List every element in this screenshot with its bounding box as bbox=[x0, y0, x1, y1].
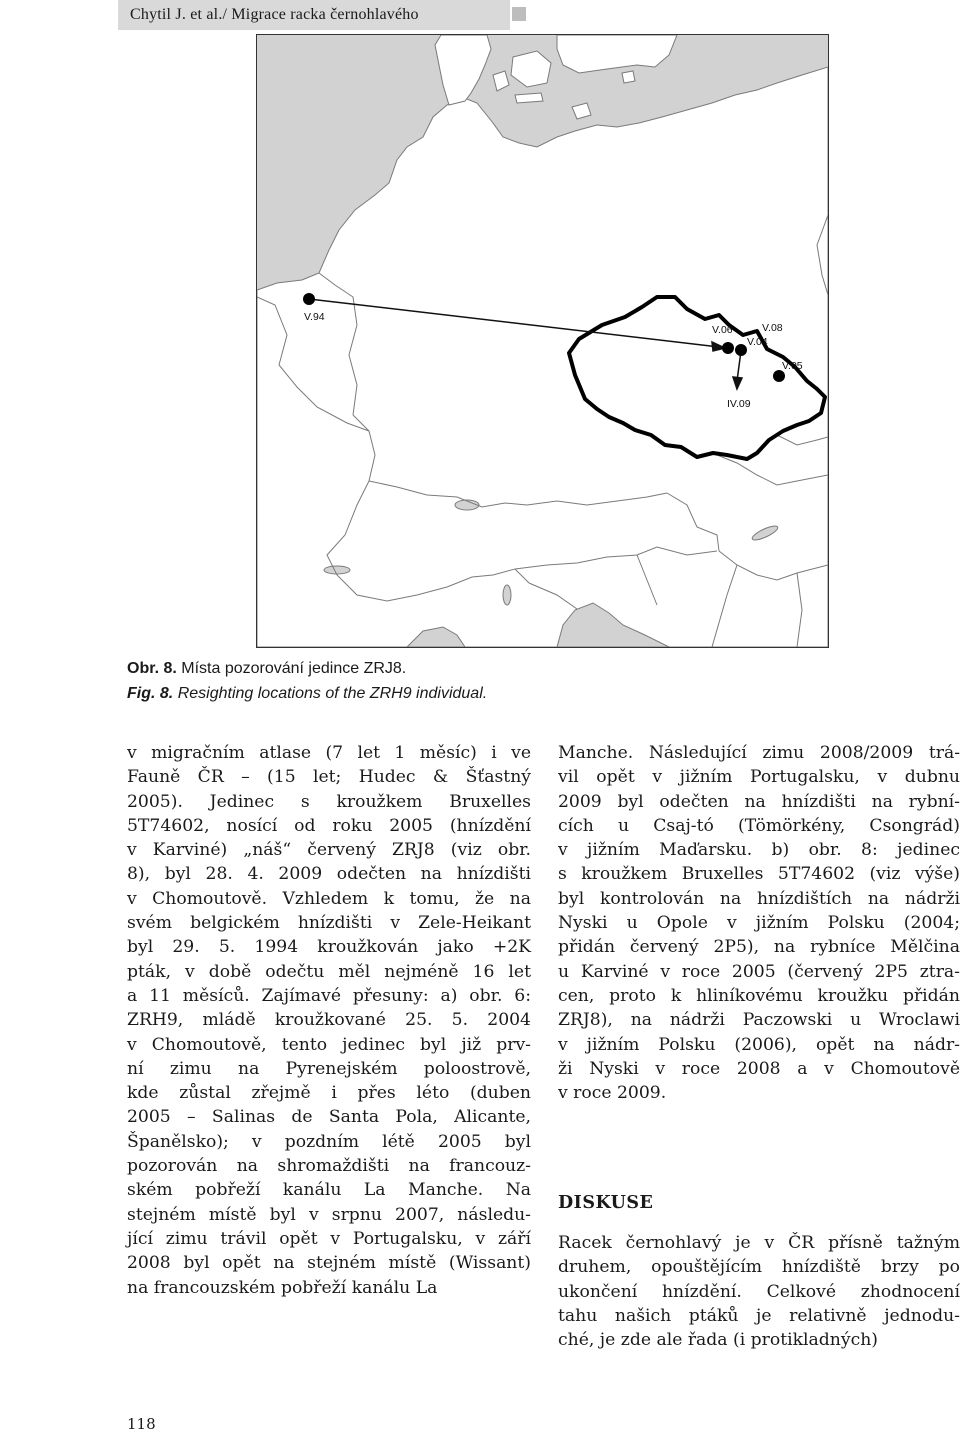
text-line: 2008 byl opět na stejném místě (Wissant) bbox=[127, 1253, 531, 1274]
label-v94: V.94 bbox=[304, 311, 325, 323]
text-line: 8), byl 28. 4. 2009 odečten na hnízdišti bbox=[127, 864, 531, 885]
page-number: 118 bbox=[127, 1415, 156, 1433]
label-iv09: IV.09 bbox=[727, 398, 751, 410]
running-header-title: Chytil J. et al./ Migrace racka černohlavého bbox=[130, 6, 419, 23]
text-line: Manche. Následující zimu 2008/2009 trá- bbox=[558, 743, 960, 763]
body-column-right-diskuse bbox=[558, 1231, 960, 1352]
label-v08: V.08 bbox=[762, 322, 783, 334]
caption-cz-label: Obr. 8. bbox=[127, 660, 177, 677]
text-line: Nyski u Opole v jižním Polsku (2004; bbox=[558, 913, 960, 934]
text-line: přidán červený 2P5), na rybníce Mělčina bbox=[558, 937, 960, 958]
text-line: u Karviné v roce 2005 (červený 2P5 ztra- bbox=[558, 961, 960, 982]
text-line: s kroužkem Bruxelles 5T74602 (viz výše) bbox=[558, 864, 960, 885]
text-line: ském pobřeží kanálu La Manche. Na bbox=[127, 1180, 531, 1201]
text-line: kde zůstal zřejmě i přes léto (duben bbox=[127, 1083, 531, 1104]
text-line: 2005 – Salinas de Santa Pola, Alicante, bbox=[127, 1107, 531, 1128]
island-bornholm bbox=[622, 71, 635, 83]
text-line: 2005). Jedinec s kroužkem Bruxelles bbox=[127, 791, 531, 812]
text-line: pozorován na shromaždišti na francouz- bbox=[127, 1156, 531, 1177]
text-line: byl 29. 5. 1994 kroužkován jako +2K bbox=[127, 937, 531, 958]
text-line: cen, proto k hliníkovému kroužku přidán bbox=[558, 985, 960, 1006]
text-line: cích u Csaj-tó (Tömörkény, Csongrád) bbox=[558, 815, 960, 836]
text-line: a 11 měsíců. Zajímavé přesuny: a) obr. 6: bbox=[127, 985, 531, 1006]
migration-map bbox=[256, 34, 829, 648]
caption-en-label: Fig. 8. bbox=[127, 685, 174, 702]
text-line: svém belgickém hnízdišti v Zele-Heikant bbox=[127, 913, 531, 934]
body-column-left bbox=[127, 741, 531, 1300]
text-line: ukončení hnízdění. Celkové zhodnocení bbox=[558, 1281, 960, 1302]
text-line: 2009 byl odečten na hnízdišti na rybní- bbox=[558, 791, 960, 812]
text-line: ZRH9, mládě kroužkované 25. 5. 2004 bbox=[127, 1010, 531, 1031]
text-line: v roce 2009. bbox=[558, 1083, 667, 1104]
lake-garda bbox=[503, 585, 511, 605]
text-line: Španělsko); v pozdním létě 2005 byl bbox=[127, 1131, 531, 1152]
text-line: stejném místě byl v srpnu 2007, následu- bbox=[127, 1204, 531, 1225]
lake-geneva bbox=[324, 566, 350, 574]
text-line: druhem, opouštějícím hnízdiště brzy po bbox=[558, 1257, 960, 1278]
point-v06 bbox=[722, 342, 734, 354]
label-v05: V.05 bbox=[782, 360, 803, 372]
text-line: v jižním Polsku (2006), opět na nádr- bbox=[558, 1034, 960, 1055]
caption-en-text: Resighting locations of the ZRH9 individual. bbox=[177, 685, 488, 702]
text-line: jící zimu trávil opět v Portugalsku, v září bbox=[127, 1228, 531, 1249]
text-line: pták, v době odečtu měl nejméně 16 let bbox=[127, 961, 531, 982]
island-lolland bbox=[515, 93, 543, 103]
text-line: byl kontrolován na hnízdištích na nádrži bbox=[558, 888, 960, 909]
point-v94 bbox=[303, 293, 315, 305]
text-line: v Chomoutově, tento jedinec byl již prv- bbox=[127, 1034, 531, 1055]
text-line: v Chomoutově. Vzhledem k tomu, že na bbox=[127, 888, 531, 909]
figure-caption-en bbox=[127, 685, 487, 703]
text-line: ché, je zde ale řada (i protikladných) bbox=[558, 1330, 878, 1351]
text-line: v jižním Maďarsku. b) obr. 8: jedinec bbox=[558, 840, 960, 861]
text-line: na francouzském pobřeží kanálu La bbox=[127, 1277, 438, 1298]
text-line: 5T74602, nosící od roku 2005 (hnízdění bbox=[127, 815, 531, 836]
point-v04 bbox=[735, 344, 747, 356]
label-v06: V.06 bbox=[712, 324, 733, 336]
text-line: ní zimu na Pyrenejském poloostrově, bbox=[127, 1058, 531, 1079]
text-line: v migračním atlase (7 let 1 měsíc) i ve bbox=[127, 743, 531, 763]
text-line: ži Nyski v roce 2008 a v Chomoutově bbox=[558, 1058, 960, 1079]
text-line: vil opět v jižním Portugalsku, v dubnu bbox=[558, 767, 960, 788]
text-line: ZRJ8), na nádrži Paczowski u Wroclawi bbox=[558, 1010, 960, 1031]
figure-caption-cz bbox=[127, 660, 406, 678]
body-column-right bbox=[558, 741, 960, 1105]
map-figure bbox=[257, 35, 828, 647]
caption-cz-text: Místa pozorování jedince ZRJ8. bbox=[181, 660, 407, 677]
text-line: Racek černohlavý je v ČR přísně tažným bbox=[558, 1233, 960, 1253]
text-line: Fauně ČR – (15 let; Hudec & Šťastný bbox=[127, 767, 531, 788]
label-v04: V.04 bbox=[747, 336, 768, 348]
text-line: tahu našich ptáků je relativně jednodu- bbox=[558, 1305, 960, 1326]
section-heading-diskuse: DISKUSE bbox=[558, 1193, 654, 1213]
text-line: v Karviné) „náš“ červený ZRJ8 (viz obr. bbox=[127, 840, 531, 861]
header-marker bbox=[512, 7, 526, 21]
